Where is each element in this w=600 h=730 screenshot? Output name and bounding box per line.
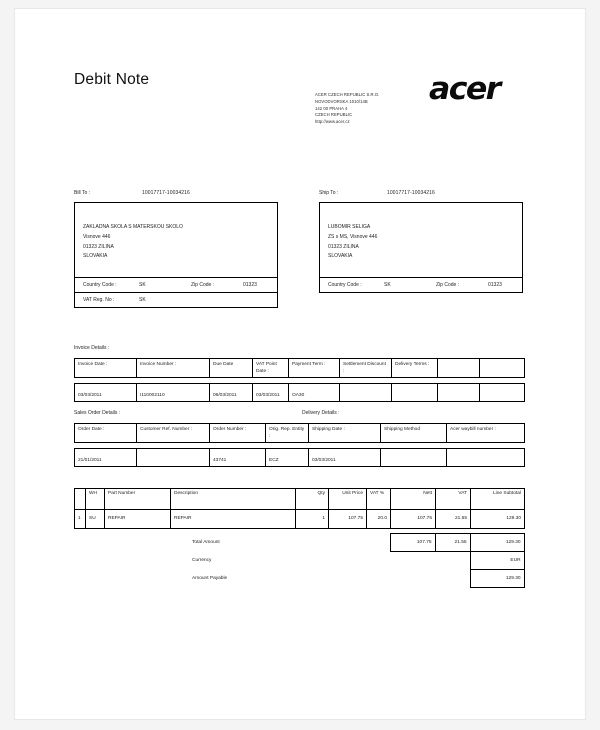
amount-payable-row [74,570,524,588]
table-row [75,384,525,402]
ship-to-block [319,190,523,293]
currency-spacer-2 [435,552,470,570]
customer-ref-number-value [137,449,210,467]
invoice-details-spare-value-1 [438,384,480,402]
line-no-header [75,489,86,510]
bill-to-address-line: 01323 ZILINA [83,243,114,250]
bill-to-zip-code-label: Zip Code : [191,282,215,288]
order-date-value: 21/01/2011 [75,449,137,467]
page-title: Debit Note [74,71,150,88]
table-row-header [75,489,525,510]
sales-order-details-caption: Sales Order Details : [74,410,121,416]
orig-rep-entity-header: Orig. Rep. Entity : [266,424,309,443]
totals-spacer [74,534,170,552]
qty-cell: 1 [296,510,329,529]
part-number-header: Part Number [105,489,171,510]
invoice-details-values-row [74,383,525,402]
bill-to-vat-label: VAT Reg. No : [83,297,115,303]
bill-to-block [74,190,278,308]
ship-to-address [320,203,522,277]
total-amount-nett: 107.75 [390,534,435,552]
bill-to-address-line: Visnove 446 [83,233,111,240]
amount-payable-spacer-2 [435,570,470,588]
unit-price-cell: 107.75 [329,510,367,529]
bill-to-country-zip-row [75,277,277,292]
currency-spacer-1 [390,552,435,570]
delivery-terms-value [392,384,438,402]
bill-to-address [75,203,277,277]
due-date-header: Due Date [210,359,253,378]
payment-term-value: OA30 [289,384,340,402]
description-cell: REPAIR [171,510,296,529]
document-sheet [59,45,539,645]
table-row-header [75,359,525,378]
invoice-details-spare-value-2 [480,384,525,402]
ship-to-account: 10017717-10034216 [387,190,435,196]
shipping-method-value [381,449,447,467]
invoice-details-caption: Invoice Details : [74,345,110,351]
ship-to-address-line: ZS s MS, Visnove 446 [328,233,378,240]
totals-spacer [74,570,170,588]
delivery-terms-header: Delivery Terms : [392,359,438,378]
bill-to-zip-code-value: 01323 [243,282,257,288]
vat-header: VAT [436,489,471,510]
sales-order-details-table [74,423,525,443]
bill-to-header [74,190,278,196]
bill-to-vat-row [75,292,277,307]
totals-table [74,533,525,588]
bill-to-box [74,202,278,308]
company-address-line: CZECH REPUBLIC [315,112,353,118]
line-items-table [74,488,525,529]
company-address-line: 142 00 PRAHA 4 [315,105,348,111]
bill-to-address-line: SLOVAKIA [83,253,108,260]
bill-to-label: Bill To : [74,190,91,196]
total-amount-vat: 21.55 [435,534,470,552]
bill-to-vat-value: SK [139,297,146,303]
amount-payable-label: Amount Payable [192,576,228,581]
settlement-discount-header: Settlement Discount : [340,359,392,378]
shipping-date-value: 03/03/2011 [309,449,381,467]
vat-percent-cell: 20.0 [367,510,391,529]
bill-to-account: 10017717-10034216 [142,190,190,196]
acer-waybill-number-value [447,449,525,467]
ship-to-address-line: LUBOMIR SELIGA [328,224,371,230]
document-page [14,8,586,720]
total-amount-subtotal: 129.30 [470,534,524,552]
total-amount-row [74,534,524,552]
customer-ref-number-header: Customer Ref. Number : [137,424,210,443]
acer-logo: acer [429,71,500,107]
invoice-details-table [74,358,525,378]
amount-payable-value: 129.30 [470,570,524,588]
invoice-details-spare-header-2 [480,359,525,378]
ship-to-label: Ship To : [319,190,339,196]
ship-to-zip-code-value: 01323 [488,282,502,288]
ship-to-country-zip-row [320,277,522,292]
ship-to-address-line: SLOVAKIA [328,253,353,260]
nett-header: Nett [391,489,436,510]
vat-point-date-value: 03/03/2011 [253,384,289,402]
line-subtotal-cell: 129.30 [471,510,525,529]
currency-row [74,552,524,570]
vat-percent-header: VAT % [367,489,391,510]
invoice-date-value: 03/03/2011 [75,384,137,402]
ship-to-country-code-value: SK [384,282,391,288]
company-address-line: ACER CZECH REPUBLIC S.R.O. [315,92,380,97]
ship-to-zip-code-label: Zip Code : [436,282,460,288]
delivery-details-caption: Delivery Details : [302,410,340,416]
due-date-value: 06/03/2011 [210,384,253,402]
settlement-discount-value [340,384,392,402]
total-amount-label: Total Amount [192,540,220,545]
invoice-number-value: I110002110 [137,384,210,402]
company-website: http://www.acer.cz [315,119,350,125]
shipping-date-header: Shipping Date : [309,424,381,443]
currency-value: EUR [470,552,524,570]
table-row [75,449,525,467]
vat-point-date-header: VAT Point Date : [253,359,289,378]
ship-to-country-code-label: Country Code : [328,282,362,288]
totals-spacer [74,552,170,570]
company-address-block [315,92,379,126]
wh-cell: SU [86,510,105,529]
bill-to-country-code-label: Country Code : [83,282,117,288]
payment-term-header: Payment Term : [289,359,340,378]
nett-cell: 107.75 [391,510,436,529]
part-number-cell: REPAIR [105,510,171,529]
sales-order-values-row [74,448,525,467]
currency-label: Currency [192,558,212,563]
invoice-number-header: Invoice Number : [137,359,210,378]
order-number-header: Order Number : [210,424,266,443]
unit-price-header: Unit Price [329,489,367,510]
line-no-cell: 1 [75,510,86,529]
vat-cell: 21.55 [436,510,471,529]
shipping-method-header: Shipping Method [381,424,447,443]
wh-header: WH [86,489,105,510]
amount-payable-spacer-1 [390,570,435,588]
bill-to-country-code-value: SK [139,282,146,288]
company-address-line: NOVODVORSKA 1010/14B [315,98,368,104]
description-header: Description [171,489,296,510]
order-date-header: Order Date : [75,424,137,443]
ship-to-box [319,202,523,293]
qty-header: Qty [296,489,329,510]
orig-rep-entity-value: ECZ [266,449,309,467]
ship-to-address-line: 01323 ZILINA [328,243,359,250]
line-subtotal-header: Line Subtotal [471,489,525,510]
invoice-details-spare-header-1 [438,359,480,378]
acer-waybill-number-header: Acer waybill number : [447,424,525,443]
ship-to-header [319,190,523,196]
invoice-date-header: Invoice Date : [75,359,137,378]
order-number-value: 43741 [210,449,266,467]
bill-to-address-line: ZAKLADNA SKOLA S MATERSKOU SKOLO [83,224,183,230]
table-row-header [75,424,525,443]
table-row [75,510,525,529]
